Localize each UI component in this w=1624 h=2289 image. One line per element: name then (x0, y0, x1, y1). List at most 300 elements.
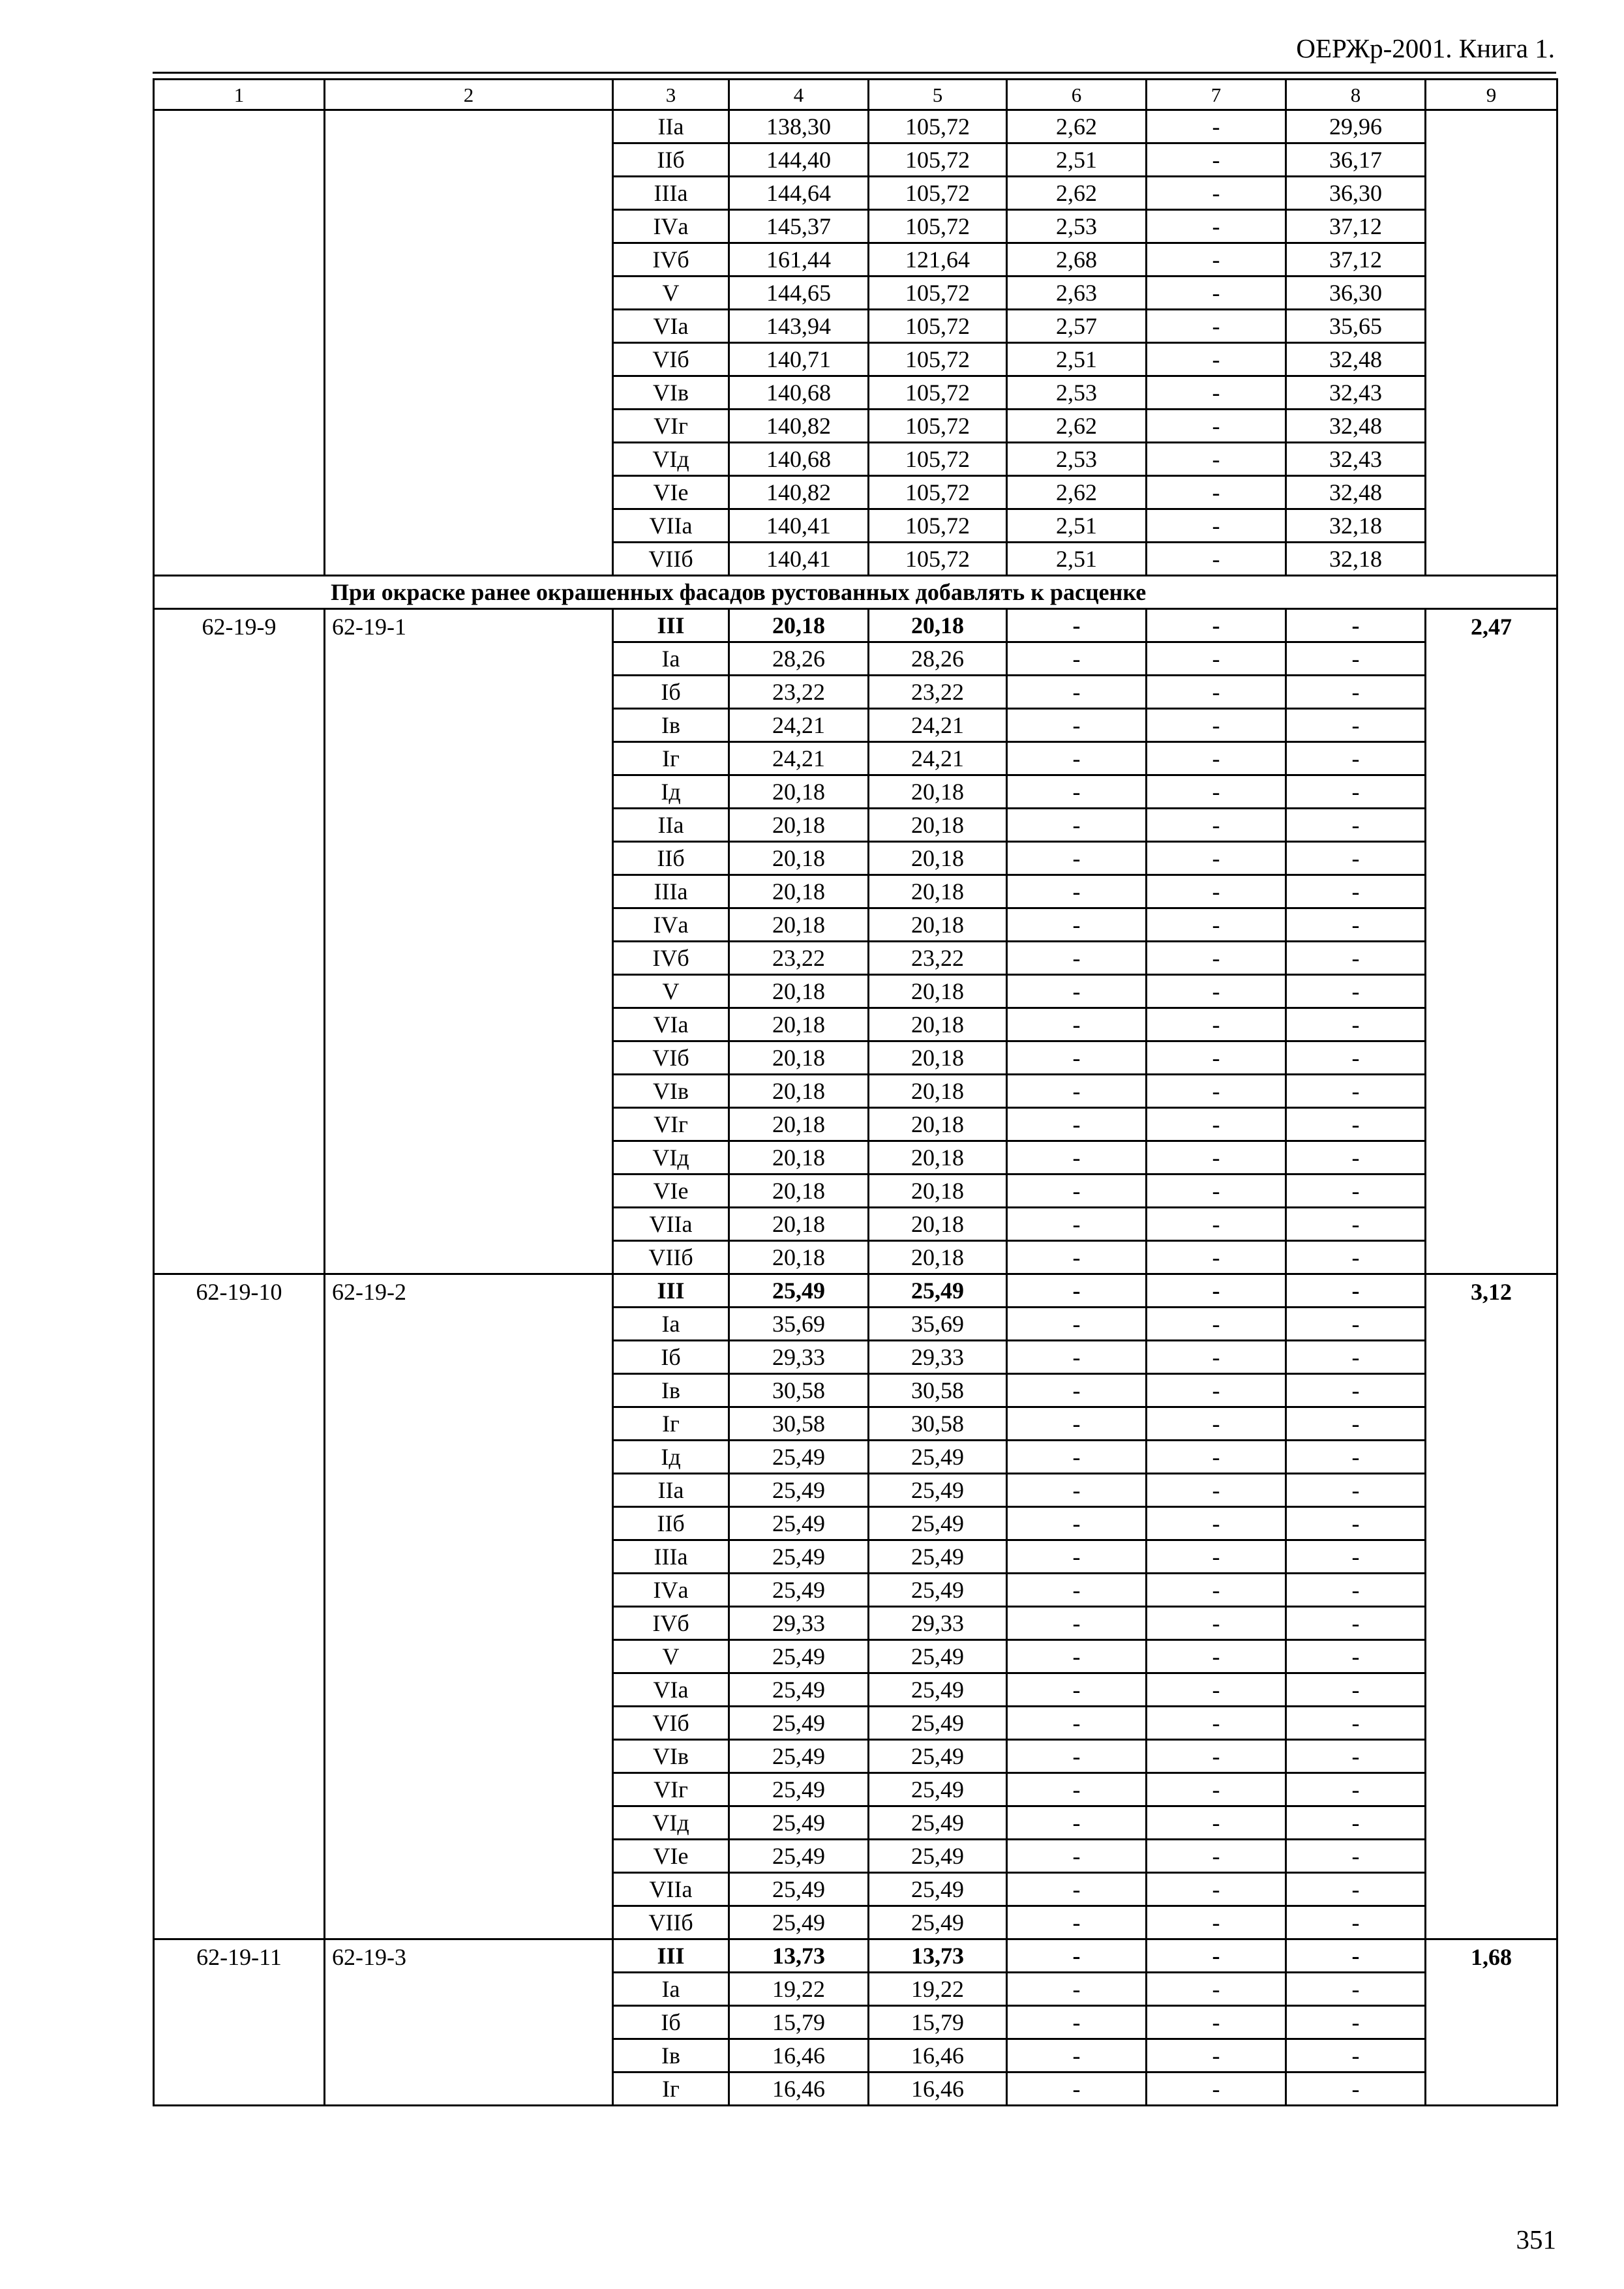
table-cell: - (1286, 1474, 1426, 1507)
table-cell: 29,33 (869, 1607, 1007, 1640)
table-cell: 25,49 (729, 1640, 869, 1673)
table-cell: 25,49 (869, 1707, 1007, 1740)
table-cell: - (1286, 875, 1426, 908)
table-cell: - (1007, 1939, 1147, 1973)
table-cell: 30,58 (729, 1374, 869, 1407)
column-number-cell: 1 (154, 80, 325, 110)
table-cell: Iа (613, 1308, 729, 1341)
table-cell: - (1007, 1673, 1147, 1707)
table-cell: - (1286, 1041, 1426, 1075)
table-cell: - (1147, 1341, 1286, 1374)
table-row (154, 1939, 1557, 1973)
table-cell: - (1007, 1374, 1147, 1407)
table-cell: 36,17 (1286, 143, 1426, 177)
header-rule (153, 72, 1556, 74)
table-cell: - (1286, 1308, 1426, 1341)
table-cell: 20,18 (869, 842, 1007, 875)
table-cell: VIб (613, 343, 729, 376)
table-cell: 29,33 (869, 1341, 1007, 1374)
column-number-row (154, 80, 1557, 110)
table-cell: - (1147, 376, 1286, 410)
table-cell: - (1147, 1673, 1286, 1707)
page-number: 351 (1516, 2224, 1556, 2254)
table-cell: 25,49 (869, 1540, 1007, 1574)
section-note-row (154, 576, 1557, 609)
rate-total-cell: 2,47 (1426, 609, 1557, 1274)
table-cell: - (1007, 1041, 1147, 1075)
table-cell: - (1007, 1075, 1147, 1108)
table-cell: IVа (613, 908, 729, 942)
table-cell: - (1286, 1707, 1426, 1740)
table-cell: 25,49 (869, 1640, 1007, 1673)
table-cell: - (1286, 1507, 1426, 1540)
table-cell: VIв (613, 1075, 729, 1108)
table-cell: 29,96 (1286, 110, 1426, 143)
table-cell: - (1147, 942, 1286, 975)
table-cell: 20,18 (729, 842, 869, 875)
section-note: При окраске ранее окрашенных фасадов рустованных добавлять к расценке (154, 576, 1557, 609)
table-cell: - (1007, 1141, 1147, 1174)
table-cell: - (1147, 609, 1286, 642)
table-cell: - (1147, 709, 1286, 742)
table-cell: 24,21 (729, 742, 869, 775)
table-cell: - (1007, 1840, 1147, 1873)
table-cell: 105,72 (869, 543, 1007, 576)
table-cell: - (1007, 809, 1147, 842)
table-cell: 20,18 (729, 875, 869, 908)
table-cell: - (1286, 2006, 1426, 2039)
table-cell: Iб (613, 1341, 729, 1374)
table-cell: Iв (613, 2039, 729, 2072)
table-cell: - (1007, 1806, 1147, 1840)
table-cell: 20,18 (729, 908, 869, 942)
table-cell: - (1147, 343, 1286, 376)
table-cell: 25,49 (869, 1906, 1007, 1939)
table-cell: - (1147, 210, 1286, 243)
table-cell: - (1286, 1806, 1426, 1840)
table-cell: VIб (613, 1041, 729, 1075)
table-cell: 140,82 (729, 476, 869, 509)
table-cell: 144,40 (729, 143, 869, 177)
rate-code-cell: 62-19-10 (154, 1274, 325, 1939)
table-cell: - (1286, 642, 1426, 676)
table-cell: - (1286, 2039, 1426, 2072)
table-cell: - (1147, 1174, 1286, 1208)
table-cell: 13,73 (869, 1939, 1007, 1973)
table-cell: 20,18 (869, 1241, 1007, 1274)
table-cell: - (1007, 2072, 1147, 2106)
table-cell: 23,22 (729, 942, 869, 975)
table-cell: - (1286, 709, 1426, 742)
table-cell: 13,73 (729, 1939, 869, 1973)
table-row (154, 110, 1557, 143)
table-cell: - (1147, 676, 1286, 709)
table-cell: 16,46 (729, 2039, 869, 2072)
table-cell: - (1007, 1973, 1147, 2006)
table-cell: VIв (613, 1740, 729, 1773)
table-cell: 20,18 (869, 1174, 1007, 1208)
rate-total-cell: 3,12 (1426, 1274, 1557, 1939)
table-cell: - (1286, 1740, 1426, 1773)
table-cell: - (1147, 1407, 1286, 1441)
table-cell: VIIа (613, 509, 729, 543)
table-cell: - (1286, 942, 1426, 975)
table-cell: - (1286, 1341, 1426, 1374)
table-cell: 105,72 (869, 509, 1007, 543)
table-cell: 35,69 (729, 1308, 869, 1341)
table-cell: 25,49 (729, 1474, 869, 1507)
table-cell: 20,18 (729, 1008, 869, 1041)
table-cell: - (1286, 1108, 1426, 1141)
table-cell: - (1286, 775, 1426, 809)
table-cell: 20,18 (729, 975, 869, 1008)
column-number-cell: 7 (1147, 80, 1286, 110)
table-cell: - (1007, 1540, 1147, 1574)
table-cell: 15,79 (869, 2006, 1007, 2039)
table-cell: 2,62 (1007, 177, 1147, 210)
table-cell: - (1147, 842, 1286, 875)
table-cell: 25,49 (729, 1507, 869, 1540)
table-cell: - (1147, 543, 1286, 576)
table-cell: 2,63 (1007, 277, 1147, 310)
table-cell: - (1147, 1474, 1286, 1507)
table-cell: - (1147, 1939, 1286, 1973)
table-cell: III (613, 1274, 729, 1308)
rate-code-cell: 62-19-11 (154, 1939, 325, 2106)
table-cell: IVб (613, 942, 729, 975)
table-cell: Iг (613, 2072, 729, 2106)
table-cell: 2,62 (1007, 410, 1147, 443)
table-cell: 20,18 (729, 809, 869, 842)
table-cell: Iа (613, 1973, 729, 2006)
table-cell: 2,51 (1007, 509, 1147, 543)
table-cell: - (1147, 2006, 1286, 2039)
table-cell: 121,64 (869, 243, 1007, 277)
table-cell: 105,72 (869, 343, 1007, 376)
table-cell: 2,53 (1007, 376, 1147, 410)
table-cell: V (613, 1640, 729, 1673)
table-cell: 2,68 (1007, 243, 1147, 277)
table-cell: IIа (613, 809, 729, 842)
table-row (154, 1274, 1557, 1308)
table-cell: 25,49 (869, 1773, 1007, 1806)
table-cell: - (1007, 1308, 1147, 1341)
table-cell: 25,49 (729, 1441, 869, 1474)
rates-table-body (154, 80, 1557, 2106)
table-cell: - (1147, 742, 1286, 775)
table-cell: 32,18 (1286, 543, 1426, 576)
table-cell: Iб (613, 676, 729, 709)
table-cell: - (1147, 1441, 1286, 1474)
table-cell: - (1007, 1474, 1147, 1507)
table-cell: - (1007, 842, 1147, 875)
table-cell: - (1147, 1840, 1286, 1873)
table-cell: - (1007, 1407, 1147, 1441)
table-cell: - (1286, 1075, 1426, 1108)
table-cell: 37,12 (1286, 210, 1426, 243)
table-cell: 2,57 (1007, 310, 1147, 343)
table-cell: 20,18 (729, 1108, 869, 1141)
table-cell: VIб (613, 1707, 729, 1740)
table-cell: 20,18 (869, 875, 1007, 908)
column-number-cell: 6 (1007, 80, 1147, 110)
table-cell: 25,49 (869, 1274, 1007, 1308)
table-cell: - (1147, 1640, 1286, 1673)
table-cell: 25,49 (729, 1707, 869, 1740)
table-cell: 24,21 (869, 709, 1007, 742)
table-cell: 25,49 (869, 1474, 1007, 1507)
table-cell: - (1286, 1174, 1426, 1208)
table-cell: - (1286, 609, 1426, 642)
column-number-cell: 8 (1286, 80, 1426, 110)
table-cell: VIд (613, 1806, 729, 1840)
table-cell: IVб (613, 1607, 729, 1640)
table-cell: - (1147, 1973, 1286, 2006)
table-cell: - (1147, 1806, 1286, 1840)
table-cell: 25,49 (729, 1673, 869, 1707)
table-cell: 2,51 (1007, 343, 1147, 376)
table-cell: - (1007, 2006, 1147, 2039)
table-cell: Iд (613, 1441, 729, 1474)
table-cell: VIIа (613, 1873, 729, 1906)
table-cell: 20,18 (869, 1041, 1007, 1075)
table-cell: - (1147, 410, 1286, 443)
table-row (154, 609, 1557, 642)
table-cell: 16,46 (729, 2072, 869, 2106)
table-cell: V (613, 277, 729, 310)
table-cell: 20,18 (869, 1008, 1007, 1041)
table-cell: 35,65 (1286, 310, 1426, 343)
table-cell: - (1286, 676, 1426, 709)
table-cell: 2,53 (1007, 210, 1147, 243)
table-cell: 25,49 (869, 1840, 1007, 1873)
table-cell: 140,71 (729, 343, 869, 376)
table-cell: 2,51 (1007, 543, 1147, 576)
table-cell: 2,51 (1007, 143, 1147, 177)
table-cell: 25,49 (729, 1740, 869, 1773)
table-cell: IIа (613, 110, 729, 143)
table-cell: - (1147, 1607, 1286, 1640)
table-cell: 19,22 (869, 1973, 1007, 2006)
table-cell: 16,46 (869, 2039, 1007, 2072)
table-cell: 25,49 (869, 1806, 1007, 1840)
table-cell: - (1286, 908, 1426, 942)
table-cell: 105,72 (869, 476, 1007, 509)
table-cell: - (1147, 2039, 1286, 2072)
table-cell: Iб (613, 2006, 729, 2039)
table-cell: - (1007, 1008, 1147, 1041)
table-cell: VIIб (613, 543, 729, 576)
table-cell: 20,18 (869, 775, 1007, 809)
table-cell: VIг (613, 410, 729, 443)
table-cell: - (1286, 1939, 1426, 1973)
table-cell: 29,33 (729, 1607, 869, 1640)
table-cell: - (1147, 875, 1286, 908)
table-cell: VIв (613, 376, 729, 410)
table-cell: - (1007, 875, 1147, 908)
table-cell: Iв (613, 709, 729, 742)
table-cell: III (613, 609, 729, 642)
column-number-cell: 4 (729, 80, 869, 110)
table-cell: 25,49 (729, 1274, 869, 1308)
table-cell: - (1007, 908, 1147, 942)
table-cell: - (1147, 110, 1286, 143)
table-cell: 105,72 (869, 443, 1007, 476)
table-cell: IIIа (613, 1540, 729, 1574)
table-cell: - (1286, 1906, 1426, 1939)
table-cell: 20,18 (869, 1208, 1007, 1241)
table-cell: 20,18 (729, 1241, 869, 1274)
table-cell: VIIб (613, 1241, 729, 1274)
table-cell: VIд (613, 1141, 729, 1174)
table-cell: - (1007, 942, 1147, 975)
table-cell: 25,49 (869, 1507, 1007, 1540)
table-cell: - (1147, 443, 1286, 476)
table-cell: - (1147, 1108, 1286, 1141)
table-cell: VIе (613, 1174, 729, 1208)
table-cell: 20,18 (729, 609, 869, 642)
table-cell: - (1286, 1441, 1426, 1474)
table-cell: - (1147, 1773, 1286, 1806)
table-cell: - (1147, 310, 1286, 343)
table-cell: 24,21 (729, 709, 869, 742)
table-cell: 25,49 (869, 1673, 1007, 1707)
table-cell: 28,26 (869, 642, 1007, 676)
table-cell: Iг (613, 1407, 729, 1441)
table-cell: - (1147, 775, 1286, 809)
page-header-title: ОЕРЖр-2001. Книга 1. (1296, 33, 1555, 63)
table-cell: 2,62 (1007, 476, 1147, 509)
table-cell: 20,18 (729, 1041, 869, 1075)
table-cell: - (1147, 809, 1286, 842)
table-cell: - (1147, 143, 1286, 177)
table-cell: 30,58 (729, 1407, 869, 1441)
table-cell: - (1147, 642, 1286, 676)
table-cell: - (1286, 1873, 1426, 1906)
table-cell: VIг (613, 1773, 729, 1806)
table-cell: 30,58 (869, 1407, 1007, 1441)
table-cell: 32,48 (1286, 476, 1426, 509)
table-cell: Iг (613, 742, 729, 775)
table-cell: - (1286, 1540, 1426, 1574)
column-number-cell: 3 (613, 80, 729, 110)
table-cell: - (1147, 1208, 1286, 1241)
table-cell: - (1007, 1773, 1147, 1806)
table-cell: 20,18 (729, 1075, 869, 1108)
table-cell: - (1147, 177, 1286, 210)
table-cell: - (1147, 277, 1286, 310)
table-cell: 23,22 (869, 942, 1007, 975)
table-cell: - (1147, 1574, 1286, 1607)
ref-cell-empty (325, 110, 613, 576)
table-cell: - (1007, 676, 1147, 709)
total-cell-empty (1426, 110, 1557, 576)
table-cell: - (1007, 1873, 1147, 1906)
table-cell: 23,22 (869, 676, 1007, 709)
table-cell: - (1147, 1540, 1286, 1574)
table-cell: - (1286, 1840, 1426, 1873)
table-cell: - (1147, 1141, 1286, 1174)
table-cell: 19,22 (729, 1973, 869, 2006)
table-cell: 23,22 (729, 676, 869, 709)
table-cell: 105,72 (869, 310, 1007, 343)
table-cell: - (1286, 1607, 1426, 1640)
table-cell: VIг (613, 1108, 729, 1141)
table-cell: - (1007, 1906, 1147, 1939)
table-cell: - (1007, 1707, 1147, 1740)
table-cell: 20,18 (729, 1208, 869, 1241)
table-cell: IIIа (613, 177, 729, 210)
table-cell: - (1286, 1407, 1426, 1441)
table-cell: 140,82 (729, 410, 869, 443)
table-cell: 144,64 (729, 177, 869, 210)
table-cell: 105,72 (869, 376, 1007, 410)
table-cell: - (1007, 1740, 1147, 1773)
table-cell: - (1147, 1507, 1286, 1540)
table-cell: 25,49 (869, 1574, 1007, 1607)
table-cell: - (1286, 1574, 1426, 1607)
table-cell: 140,41 (729, 509, 869, 543)
table-cell: 20,18 (869, 809, 1007, 842)
table-cell: - (1007, 1507, 1147, 1540)
table-cell: Iв (613, 1374, 729, 1407)
table-cell: 32,43 (1286, 376, 1426, 410)
table-cell: - (1286, 1773, 1426, 1806)
table-cell: Iа (613, 642, 729, 676)
table-cell: 25,49 (729, 1806, 869, 1840)
table-cell: 105,72 (869, 143, 1007, 177)
table-cell: IIб (613, 842, 729, 875)
table-cell: - (1007, 1108, 1147, 1141)
table-cell: IVб (613, 243, 729, 277)
table-cell: - (1147, 1740, 1286, 1773)
table-cell: 25,49 (869, 1441, 1007, 1474)
table-cell: - (1007, 742, 1147, 775)
table-cell: - (1286, 809, 1426, 842)
table-cell: 105,72 (869, 210, 1007, 243)
table-cell: - (1147, 975, 1286, 1008)
table-cell: 32,18 (1286, 509, 1426, 543)
table-cell: - (1286, 1008, 1426, 1041)
table-cell: 28,26 (729, 642, 869, 676)
rate-ref-cell: 62-19-3 (325, 1939, 613, 2106)
table-cell: IIа (613, 1474, 729, 1507)
table-cell: 143,94 (729, 310, 869, 343)
table-cell: - (1007, 642, 1147, 676)
table-cell: IIб (613, 1507, 729, 1540)
table-cell: - (1286, 1208, 1426, 1241)
code-cell-empty (154, 110, 325, 576)
table-cell: 37,12 (1286, 243, 1426, 277)
column-number-cell: 2 (325, 80, 613, 110)
table-cell: 2,62 (1007, 110, 1147, 143)
table-cell: - (1007, 1241, 1147, 1274)
table-cell: 36,30 (1286, 277, 1426, 310)
table-cell: - (1007, 1274, 1147, 1308)
table-cell: 105,72 (869, 177, 1007, 210)
table-cell: 25,49 (869, 1740, 1007, 1773)
table-cell: III (613, 1939, 729, 1973)
table-cell: 30,58 (869, 1374, 1007, 1407)
table-cell: VIIа (613, 1208, 729, 1241)
table-cell: Iд (613, 775, 729, 809)
table-cell: 20,18 (869, 1108, 1007, 1141)
table-cell: - (1007, 609, 1147, 642)
table-cell: 20,18 (729, 1141, 869, 1174)
table-cell: - (1147, 1873, 1286, 1906)
table-cell: 20,18 (869, 908, 1007, 942)
table-cell: 20,18 (729, 775, 869, 809)
